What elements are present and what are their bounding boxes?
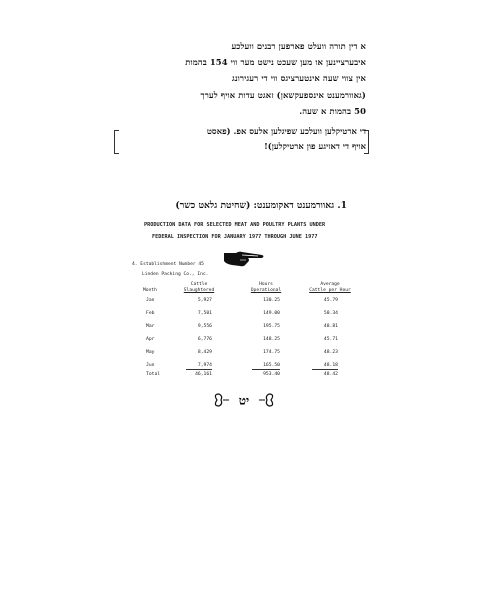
hours-cell: 130.25 bbox=[263, 298, 280, 303]
hebrew-paragraph-2 bbox=[118, 124, 366, 154]
col-avg-header-2: Cattle per Hour bbox=[309, 288, 351, 293]
page-number: יט bbox=[238, 393, 250, 408]
hebrew-paragraph-1 bbox=[118, 38, 366, 119]
hebrew-line: די ארטיקלען וועלכע שפיגלען אלעס אפ. (פאסט bbox=[206, 126, 366, 136]
hours-cell: 195.75 bbox=[263, 324, 280, 329]
page-number-ornament bbox=[211, 390, 277, 410]
cattle-cell: 9,556 bbox=[197, 324, 212, 329]
hebrew-line: אויף די דאזיגע פון ארטיקלען)! bbox=[264, 141, 366, 151]
hebrew-line: א דין תורה וועלט פארפען רבנים וועלכע bbox=[231, 41, 366, 51]
month-cell: Mar bbox=[146, 324, 155, 329]
hours-cell: 174.75 bbox=[263, 350, 280, 355]
col-hours-header-1: Hours bbox=[259, 282, 273, 287]
month-cell: Apr bbox=[146, 337, 155, 342]
col-cattle-header-2: Slaughtered bbox=[183, 288, 215, 293]
total-avg: 48.42 bbox=[323, 372, 338, 377]
col-hours-header-2: Operational bbox=[250, 288, 282, 293]
cattle-cell: 7,974 bbox=[197, 363, 212, 368]
month-cell: Jun bbox=[146, 363, 155, 368]
hebrew-line: 50 בהמות א שעה. bbox=[299, 105, 366, 116]
hebrew-line: (גאוורמענט אינספעקשאן) זאגט עדות אויף לערך bbox=[200, 89, 366, 100]
hours-total-rule bbox=[252, 369, 280, 370]
hebrew-line: אין צווי שעה אינטערציגס ווי די רעגירונג bbox=[231, 73, 366, 84]
total-label: Total bbox=[146, 372, 161, 377]
month-cell: Feb bbox=[146, 311, 155, 316]
table-title-line-2: FEDERAL INSPECTION FOR JANUARY 1977 THROUGH JUNE 1977 bbox=[152, 234, 318, 240]
avg-cell: 45.71 bbox=[323, 337, 338, 342]
hours-cell: 148.25 bbox=[263, 337, 280, 342]
pointing-hand-icon bbox=[222, 247, 268, 269]
document-heading: 1. גאוורמענט דאקומענט: (שחיטת גלאט כשר) bbox=[175, 200, 347, 211]
avg-cell: 48.23 bbox=[323, 350, 338, 355]
col-cattle-header-1: Cattle bbox=[190, 282, 208, 287]
avg-total-rule bbox=[312, 369, 338, 370]
total-cattle: 46,161 bbox=[195, 372, 212, 377]
cattle-cell: 8,429 bbox=[197, 350, 212, 355]
cattle-total-rule bbox=[186, 369, 212, 370]
hours-cell: 149.00 bbox=[263, 311, 280, 316]
cattle-cell: 6,776 bbox=[197, 337, 212, 342]
establishment-label: 4. Establishment Number 45 bbox=[132, 262, 204, 267]
col-avg-header-1: Average bbox=[320, 282, 340, 287]
hebrew-line: איבערציינען או מען שעכט נישט מער ווי 154 בהמות bbox=[185, 57, 366, 68]
month-cell: May bbox=[146, 350, 155, 355]
avg-cell: 45.79 bbox=[323, 298, 338, 303]
avg-cell: 50.34 bbox=[323, 311, 338, 316]
avg-cell: 48.18 bbox=[323, 363, 338, 368]
total-hours: 953.40 bbox=[263, 372, 280, 377]
company-name: Linden Packing Co., Inc. bbox=[142, 272, 209, 277]
col-month-header: Month bbox=[143, 288, 157, 293]
cattle-cell: 7,501 bbox=[197, 311, 212, 316]
month-cell: Jan bbox=[146, 298, 155, 303]
cattle-cell: 5,927 bbox=[197, 298, 212, 303]
hours-cell: 165.50 bbox=[263, 363, 280, 368]
avg-cell: 48.81 bbox=[323, 324, 338, 329]
table-title-line-1: PRODUCTION DATA FOR SELECTED MEAT AND POULTRY PLANTS UNDER bbox=[144, 222, 326, 228]
